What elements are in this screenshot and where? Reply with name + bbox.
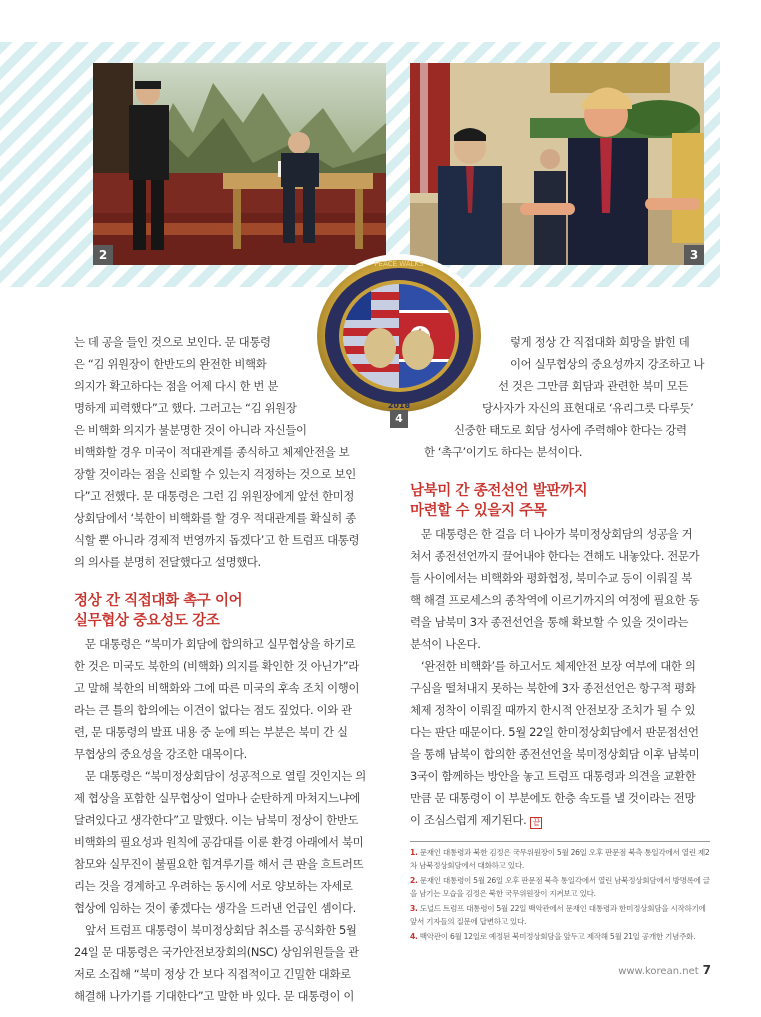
text-line: 장할 것이라는 점을 신뢰할 수 있는지 걱정하는 것으로 보인: [74, 467, 356, 481]
left-article-column: [74, 331, 386, 1007]
text-line: 다”고 전했다. 문 대통령은 그런 김 위원장에게 앞선 한미정: [74, 489, 355, 503]
end-mark-icon: 끝: [530, 817, 542, 829]
photo-captions: [410, 841, 710, 945]
text-line: 렇게 정상 간 직접대화 희망을 밝힌 데: [510, 335, 690, 349]
caption-item: [410, 874, 710, 900]
photo-white-house-meeting: [410, 63, 704, 265]
text-line: 무협상의 중요성을 강조한 대목이다.: [74, 747, 247, 761]
text-line: 구심을 떨쳐내지 못하는 북한에 3자 종전선언은 항구적 평화: [410, 681, 696, 695]
text-fragment: 이 조심스럽게 제기된다.: [410, 813, 527, 827]
text-line: 제 협상을 포함한 실무협상이 얼마나 순탄하게 마쳐지느냐에: [74, 791, 360, 805]
text-line: 은 “김 위원장이 한반도의 완전한 비핵화: [74, 357, 267, 371]
heading-line: 마련할 수 있을지 주목: [410, 503, 547, 519]
text-line: 비핵화할 경우 미국이 적대관계를 종식하고 체제안전을 보: [74, 445, 350, 459]
caption-item: [410, 930, 710, 943]
text-line: 상회담에서 ‘북한이 비핵화를 할 경우 적대관계를 확실히 종: [74, 511, 356, 525]
caption-text: 문재인 대통령과 북한 김정은 국무위원장이 5월 26일 오후 판문점 북측 통일각에서 열린 제2차 남북정상회담에서 대화하고 있다.: [410, 848, 710, 870]
text-line: 한 것은 미국도 북한의 (비핵화) 의지를 확인한 것 아닌가”라: [74, 659, 359, 673]
section-heading: [74, 591, 386, 631]
text-line: 을 통해 남북이 합의한 종전선언을 북미정상회담 이후 남북미: [410, 747, 700, 761]
text-line: 쳐서 종전선언까지 끌어내야 한다는 견해도 내놓았다. 전문가: [410, 549, 700, 563]
heading-line: 남북미 간 종전선언 발판까지: [410, 483, 588, 499]
text-line: 신중한 태도로 회담 성사에 주력해야 한다는 강력: [454, 423, 687, 437]
text-line: 식할 뿐 아니라 경제적 번영까지 돕겠다’고 한 트럼프 대통령: [74, 533, 360, 547]
paragraph: [74, 765, 386, 919]
text-line: 해결해 나가기를 기대한다”고 말한 바 있다. 문 대통령이 이: [74, 989, 355, 1003]
text-line: 달려있다고 생각한다”고 말했다. 이는 남북미 정상이 한반도: [74, 813, 359, 827]
caption-text: 백악관이 6월 12일로 예정된 북미정상회담을 앞두고 제작해 5월 21일 공개한 기념주화.: [419, 932, 696, 941]
text-line: 의지가 확고하다는 점을 어제 다시 한 번 분: [74, 379, 279, 393]
text-line: 24일 문 대통령은 국가안전보장회의(NSC) 상임위원들을 관: [74, 945, 359, 959]
text-line: 은 비핵화 의지가 불분명한 것이 아니라 자신들이: [74, 423, 307, 437]
text-line: 련, 문 대통령의 발표 내용 중 눈에 띄는 부분은 북미 간 실: [74, 725, 348, 739]
text-line: 비핵화의 필요성과 원칙에 공감대를 이룬 환경 아래에서 북미: [74, 835, 364, 849]
paragraph: [410, 523, 720, 655]
text-line: 체제 정착이 이뤄질 때까지 한시적 안전보장 조치가 될 수 있: [410, 703, 696, 717]
text-line: 문 대통령은 “북미가 회담에 합의하고 실무협상을 하기로: [74, 637, 356, 651]
site-url: www.korean.net: [618, 966, 699, 977]
photo-number-badge: 2: [93, 245, 113, 265]
text-line: 협상에 임하는 것이 좋겠다는 생각을 드러낸 언급인 셈이다.: [74, 901, 356, 915]
text-line: ‘완전한 비핵화’를 하고서도 체제안전 보장 여부에 대한 의: [410, 659, 696, 673]
section-heading: [410, 481, 720, 521]
text-line: 분석이 나온다.: [410, 637, 481, 651]
text-line: 의 의사를 분명히 전달했다고 설명했다.: [74, 555, 261, 569]
text-line-last: [410, 809, 720, 831]
photo-guestbook-signing: [93, 63, 386, 265]
photo-number-badge: 4: [390, 410, 408, 428]
caption-item: [410, 902, 710, 928]
text-line: 당사자가 자신의 표현대로 ‘유리그릇 다루듯’: [482, 401, 694, 415]
caption-number: 1.: [410, 848, 418, 857]
text-line: 저로 소집해 “북미 정상 간 보다 직접적이고 긴밀한 대화로: [74, 967, 351, 981]
caption-text: 도널드 트럼프 대통령이 5월 22일 백악관에서 문재인 대통령과 한미정상회담을 시작하기에 앞서 기자들의 질문에 답변하고 있다.: [410, 904, 706, 926]
coin-year: 2018: [387, 401, 411, 410]
text-line: 력을 남북미 3자 종전선언을 통해 확보할 수 있을 것이라는: [410, 615, 689, 629]
caption-divider: [410, 841, 710, 842]
text-line: 고 말해 북한의 비핵화와 그에 따른 미국의 후속 조치 이행이: [74, 681, 360, 695]
text-line: 3국이 함께하는 방안을 놓고 트럼프 대통령과 의견을 교환한: [410, 769, 696, 783]
page-footer: [618, 963, 711, 977]
text-line: 한 ‘촉구’이기도 하다는 분석이다.: [424, 445, 583, 459]
paragraph: [74, 331, 386, 573]
paragraph: [74, 633, 386, 765]
caption-number: 4.: [410, 932, 418, 941]
text-line: 문 대통령은 “북미정상회담이 성공적으로 열릴 것인지는 의: [74, 769, 366, 783]
photo-number-badge: 3: [684, 245, 704, 265]
white-house-photo-illustration: [410, 63, 704, 265]
text-line: 참모와 실무진이 불필요한 힘겨루기를 해서 큰 판을 흐트러뜨: [74, 857, 364, 871]
paragraph: [74, 919, 386, 1007]
heading-line: 정상 간 직접대화 촉구 이어: [74, 593, 243, 609]
heading-line: 실무협상 중요성도 강조: [74, 613, 220, 629]
paragraph: [410, 331, 720, 463]
text-line: 명하게 피력했다”고 했다. 그러고는 “김 위원장: [74, 401, 297, 415]
text-line: 들 사이에서는 비핵화와 평화협정, 북미수교 등이 이뤄질 북: [410, 571, 692, 585]
text-line: 앞서 트럼프 대통령이 북미정상회담 취소를 공식화한 5월: [74, 923, 357, 937]
paragraph: [410, 655, 720, 831]
text-line: 리는 것을 경계하고 우려하는 동시에 서로 양보하는 자세로: [74, 879, 353, 893]
caption-item: [410, 846, 710, 872]
coin-ring-text: PEACE WALKS: [374, 260, 424, 268]
text-line: 선 것은 그만큼 회담과 관련한 북미 모든: [498, 379, 689, 393]
text-line: 는 데 공을 들인 것으로 보인다. 문 대통령: [74, 335, 271, 349]
text-line: 만큼 문 대통령이 이 부분에도 한층 속도를 낼 것이라는 전망: [410, 791, 696, 805]
text-line: 라는 큰 틀의 합의에는 이견이 없다는 점도 짚었다. 이와 관: [74, 703, 352, 717]
text-line: 핵 해결 프로세스의 종착역에 이르기까지의 여정에 필요한 동: [410, 593, 700, 607]
caption-text: 문재인 대통령이 5월 26일 오후 판문점 북측 통일각에서 열린 남북정상회담에서 방명록에 글을 남기는 모습을 김정은 북한 국무위원장이 지켜보고 있다.: [410, 876, 710, 898]
right-article-column: [410, 331, 720, 831]
text-line: 다는 판단 때문이다. 5월 22일 한미정상회담에서 판문점선언: [410, 725, 699, 739]
text-line: 이어 실무협상의 중요성까지 강조하고 나: [510, 357, 705, 371]
guestbook-photo-illustration: [93, 63, 386, 265]
text-line: 문 대통령은 한 걸음 더 나아가 북미정상회담의 성공을 거: [410, 527, 693, 541]
caption-number: 2.: [410, 876, 418, 885]
page-number: 7: [702, 963, 711, 977]
caption-number: 3.: [410, 904, 418, 913]
